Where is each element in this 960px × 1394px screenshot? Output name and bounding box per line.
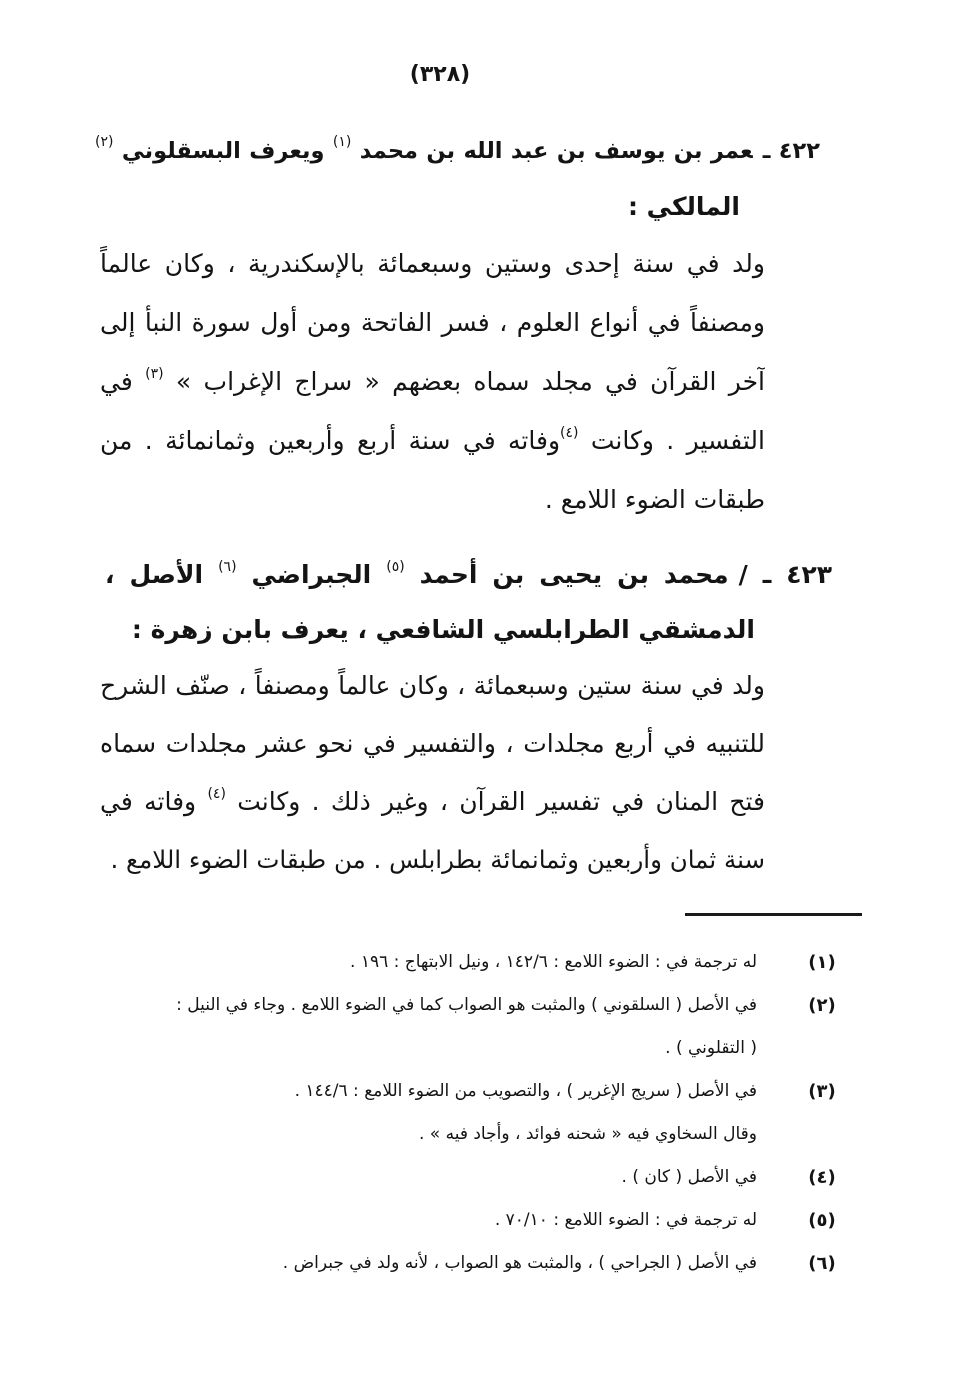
footnote-number: (٦) (808, 1253, 836, 1274)
footnote-number: (٥) (808, 1210, 836, 1231)
page-number: (٣٢٨) (409, 62, 471, 87)
footnote (0, 984, 960, 1070)
footnote-ref: (٥) (386, 559, 405, 575)
text-segment: ولد في سنة إحدى وستين وسبعمائة بالإسكندرية ، وكان عالماً (100, 249, 765, 278)
footnote (0, 1199, 960, 1242)
text-segment: للتنبيه في أربع مجلدات ، والتفسير في نحو عشر مجلدات سماه (100, 729, 765, 758)
entry-body (0, 234, 960, 529)
footnote-number: (٢) (808, 995, 836, 1016)
footnote-line: في الأصل ( السلقوني ) والمثبت هو الصواب كما في الضوء اللامع . وجاء في النيل : (176, 995, 757, 1015)
text-segment: ويعرف البسقلوني (113, 138, 333, 164)
footnote-ref: (١) (332, 134, 352, 150)
text-segment: سنة ثمان وأربعين وثمانمائة بطرابلس . من طبقات الضوء اللامع . (110, 845, 765, 874)
text-segment: وفاته في (100, 787, 208, 816)
footnote-ref: (٣) (145, 366, 164, 382)
text-segment: آخر القرآن في مجلد سماه بعضهم « سراج الإغراب » (163, 367, 765, 396)
biography-entry (0, 547, 960, 889)
body-line (100, 234, 765, 293)
footnote-line: في الأصل ( سريج الإغرير ) ، والتصويب من الضوء اللامع : ١٤٤/٦ . (294, 1081, 757, 1101)
footnote-line: له ترجمة في : الضوء اللامع : ١٤٢/٦ ، ونيل الابتهاج : ١٩٦ . (350, 952, 757, 972)
footnote (0, 1070, 960, 1156)
text-segment: في (100, 367, 146, 396)
footnote-ref: (٤) (560, 425, 579, 441)
footnote-separator (685, 913, 862, 916)
footnote-number: (١) (808, 952, 836, 973)
body-line (100, 831, 765, 889)
entry-number: ٤٢٢ ـ (762, 138, 820, 164)
footnote-line: له ترجمة في : الضوء اللامع : ٧٠/١٠ . (494, 1210, 757, 1230)
footnote (0, 941, 960, 984)
heading-line (95, 124, 820, 179)
text-segment: التفسير . وكانت (578, 426, 765, 455)
heading-line (105, 547, 832, 602)
footnote-ref: (٦) (218, 559, 237, 575)
body-line (100, 715, 765, 773)
footnotes (0, 941, 960, 1285)
heading-line (105, 602, 755, 657)
text-segment: عمر بن يوسف بن عبد الله بن محمد (351, 138, 753, 164)
body-line (100, 773, 765, 831)
entry-body (0, 657, 960, 889)
text-segment: وفاته في سنة أربع وأربعين وثمانمائة . من (100, 426, 561, 455)
footnote (0, 1242, 960, 1285)
body-line (100, 293, 765, 352)
footnote-number: (٣) (808, 1081, 836, 1102)
text-segment: ومصنفاً في أنواع العلوم ، فسر الفاتحة ومن أول سورة النبأ إلى (100, 308, 765, 337)
footnote-line: وقال السخاوي فيه « شحنه فوائد ، وأجاد فيه » . (418, 1124, 757, 1144)
entry-number: ٤٢٣ ـ / (738, 560, 832, 589)
body-line (100, 411, 765, 470)
body-line (100, 470, 765, 529)
text-segment: المالكي : (627, 192, 740, 221)
footnote-number: (٤) (808, 1167, 836, 1188)
text-segment: فتح المنان في تفسير القرآن ، وغير ذلك . وكانت (225, 787, 765, 816)
text-segment: محمد بن يحيى بن أحمد (404, 560, 729, 589)
footnote-line: في الأصل ( الجراحي ) ، والمثبت هو الصواب ، لأنه ولد في جبراض . (282, 1253, 757, 1273)
body-line (100, 657, 765, 715)
entry-heading (0, 124, 960, 234)
biography-entry (0, 124, 960, 529)
footnote-line: ( التقلوني ) . (665, 1038, 757, 1058)
text-segment: الأصل ، (105, 560, 219, 589)
text-segment: طبقات الضوء اللامع . (544, 485, 765, 514)
text-segment: الدمشقي الطرابلسي الشافعي ، يعرف بابن زهرة : (131, 615, 755, 644)
footnote-ref: (٢) (95, 134, 114, 150)
footnote-line: في الأصل ( كان ) . (621, 1167, 757, 1187)
entry-heading (0, 547, 960, 657)
footnote-ref: (٤) (207, 786, 226, 802)
footnote (0, 1156, 960, 1199)
heading-line (95, 179, 740, 234)
body-line (100, 352, 765, 411)
text-segment: الجبراضي (236, 560, 387, 589)
text-segment: ولد في سنة ستين وسبعمائة ، وكان عالماً ومصنفاً ، صنّف الشرح (100, 671, 765, 700)
